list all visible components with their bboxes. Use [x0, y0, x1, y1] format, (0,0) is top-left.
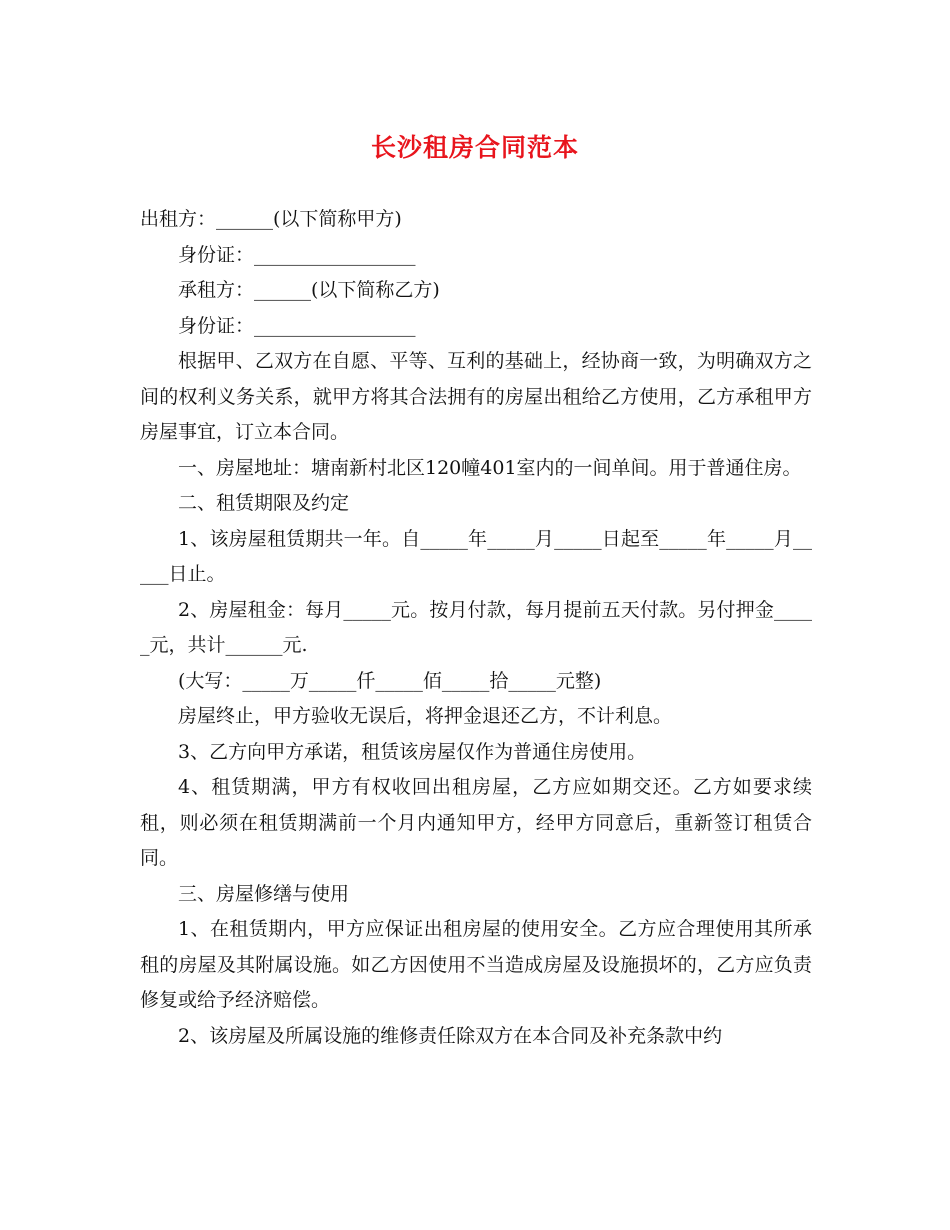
paragraph: 2、房屋租金：每月_____元。按月付款，每月提前五天付款。另付押金_____元，共计______元. — [140, 598, 812, 656]
paragraph: 4、租赁期满，甲方有权收回出租房屋，乙方应如期交还。乙方如要求续租，则必须在租赁期满前一个月内通知甲方，经甲方同意后，重新签订租赁合同。 — [140, 776, 812, 869]
paragraph: 1、在租赁期内，甲方应保证出租房屋的使用安全。乙方应合理使用其所承租的房屋及其附属设施。如乙方因使用不当造成房屋及设施损坏的，乙方应负责修复或给予经济赔偿。 — [140, 918, 812, 1011]
document-title: 长沙租房合同范本 — [370, 133, 579, 162]
paragraph: 2、该房屋及所属设施的维修责任除双方在本合同及补充条款中约 — [178, 1024, 723, 1047]
paragraph: 1、该房屋租赁期共一年。自_____年_____月_____日起至_____年_____月_____日止。 — [140, 527, 812, 585]
paragraph: 身份证：_________________ — [178, 314, 416, 337]
paragraph: 房屋终止，甲方验收无误后，将押金退还乙方，不计利息。 — [178, 705, 673, 727]
paragraph: 3、乙方向甲方承诺，租赁该房屋仅作为普通住房使用。 — [178, 740, 647, 763]
paragraph: 二、租赁期限及约定 — [178, 492, 350, 514]
paragraph: 出租方：______(以下简称甲方) — [140, 208, 402, 230]
paragraph: 三、房屋修缮与使用 — [178, 882, 350, 905]
paragraph: 承租方：______(以下简称乙方) — [178, 279, 440, 301]
paragraph: 身份证：_________________ — [178, 243, 416, 266]
document-body — [140, 202, 812, 1054]
paragraph: (大写：_____万_____仟_____佰_____拾_____元整) — [178, 669, 602, 692]
paragraph: 根据甲、乙双方在自愿、平等、互利的基础上，经协商一致，为明确双方之间的权利义务关系，就甲方将其合法拥有的房屋出租给乙方使用，乙方承租甲方房屋事宜，订立本合同。 — [140, 350, 812, 443]
paragraph: 一、房屋地址：塘南新村北区120幢401室内的一间单间。用于普通住房。 — [178, 456, 802, 479]
